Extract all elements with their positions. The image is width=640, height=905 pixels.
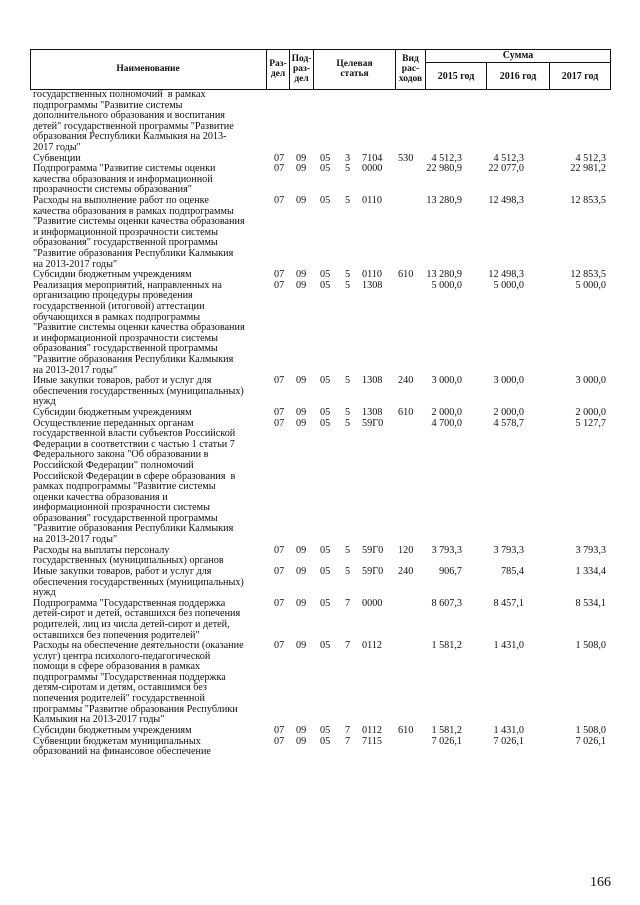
cell-rz: 07 bbox=[274, 375, 285, 387]
table-row bbox=[0, 376, 640, 408]
header-podrazdel: Под- раз- дел bbox=[290, 49, 314, 89]
cell-pr: 09 bbox=[296, 194, 307, 206]
cell-c3: 0000 bbox=[362, 163, 383, 175]
row-name: Субвенции bbox=[33, 152, 81, 164]
cell-s2: 4 512,3 bbox=[493, 152, 524, 164]
cell-s1: 13 280,9 bbox=[426, 194, 462, 206]
cell-c3: 0112 bbox=[362, 724, 382, 736]
cell-vr: 530 bbox=[398, 152, 414, 164]
row-name: Иные закупки товаров, работ и услуг для обеспечения государственных (муниципальных) нужд bbox=[33, 375, 244, 408]
header-name: Наименование bbox=[30, 49, 267, 89]
page-number: 166 bbox=[590, 875, 611, 890]
cell-pr: 09 bbox=[296, 724, 307, 736]
cell-c1: 05 bbox=[320, 724, 331, 736]
cell-c2: 5 bbox=[345, 163, 351, 175]
cell-s3: 5 127,7 bbox=[575, 417, 606, 429]
cell-pr: 09 bbox=[296, 544, 307, 556]
row-name: Реализация мероприятий, направленных на организацию процедуры проведения государственной (итоговой) аттестации обучающихся в рамках подпрограммы "Развитие системы оценки качества образования и информационной прозрачности системы образования" государственной программы "Развитие образования Республики Калмыкия на 2013-2017 годы" bbox=[33, 279, 245, 376]
cell-c2: 5 bbox=[345, 544, 351, 556]
table-row bbox=[0, 90, 640, 154]
cell-c3: 59Г0 bbox=[362, 544, 384, 556]
row-name: Субсидии бюджетным учреждениям bbox=[33, 269, 192, 281]
cell-rz: 07 bbox=[274, 544, 285, 556]
cell-c1: 05 bbox=[320, 565, 331, 577]
cell-rz: 07 bbox=[274, 565, 285, 577]
row-name: Подпрограмма "Развитие системы оценки качества образования и информационной прозрачности системы образования" bbox=[33, 163, 216, 196]
cell-rz: 07 bbox=[274, 724, 285, 736]
cell-s2: 4 578,7 bbox=[493, 417, 524, 429]
cell-c2: 5 bbox=[345, 269, 351, 281]
cell-pr: 09 bbox=[296, 152, 307, 164]
cell-s1: 7 026,1 bbox=[431, 735, 462, 747]
header-summa: Сумма bbox=[426, 49, 611, 63]
cell-s2: 3 000,0 bbox=[493, 375, 524, 387]
cell-c1: 05 bbox=[320, 735, 331, 747]
cell-rz: 07 bbox=[274, 269, 285, 281]
cell-c3: 7115 bbox=[362, 735, 382, 747]
cell-s2: 7 026,1 bbox=[493, 735, 524, 747]
cell-pr: 09 bbox=[296, 406, 307, 418]
cell-s2: 2 000,0 bbox=[493, 406, 524, 418]
cell-rz: 07 bbox=[274, 735, 285, 747]
cell-c2: 5 bbox=[345, 279, 351, 291]
table-row bbox=[0, 726, 640, 737]
table-row bbox=[0, 567, 640, 599]
cell-s2: 3 793,3 bbox=[493, 544, 524, 556]
cell-c1: 05 bbox=[320, 640, 331, 652]
table-row bbox=[0, 419, 640, 546]
cell-s2: 1 431,0 bbox=[493, 724, 524, 736]
cell-c1: 05 bbox=[320, 406, 331, 418]
cell-c3: 1308 bbox=[362, 279, 383, 291]
table-row bbox=[0, 641, 640, 726]
row-name: Субсидии бюджетным учреждениям bbox=[33, 724, 192, 736]
table-row bbox=[0, 281, 640, 376]
cell-pr: 09 bbox=[296, 640, 307, 652]
header-2016: 2016 год bbox=[487, 63, 550, 89]
cell-s3: 12 853,5 bbox=[570, 269, 606, 281]
cell-s1: 4 700,0 bbox=[431, 417, 462, 429]
cell-rz: 07 bbox=[274, 152, 285, 164]
cell-s2: 5 000,0 bbox=[493, 279, 524, 291]
table-row bbox=[0, 546, 640, 567]
row-name: Субсидии бюджетным учреждениям bbox=[33, 406, 192, 418]
cell-rz: 07 bbox=[274, 406, 285, 418]
cell-s2: 12 498,3 bbox=[488, 269, 524, 281]
cell-s1: 1 581,2 bbox=[431, 640, 462, 652]
cell-s1: 3 000,0 bbox=[431, 375, 462, 387]
cell-s3: 2 000,0 bbox=[575, 406, 606, 418]
cell-c3: 59Г0 bbox=[362, 417, 384, 429]
cell-vr: 240 bbox=[398, 375, 414, 387]
cell-c1: 05 bbox=[320, 597, 331, 609]
cell-rz: 07 bbox=[274, 417, 285, 429]
table-row bbox=[0, 196, 640, 270]
cell-c3: 7104 bbox=[362, 152, 383, 164]
cell-s1: 5 000,0 bbox=[431, 279, 462, 291]
table-row bbox=[0, 599, 640, 641]
cell-s3: 1 508,0 bbox=[575, 724, 606, 736]
cell-c1: 05 bbox=[320, 375, 331, 387]
cell-pr: 09 bbox=[296, 269, 307, 281]
row-name: государственных полномочий в рамках подпрограммы "Развитие системы дополнительного образования и воспитания детей" государственной программы "Развитие образования Республики Калмыкия на 2013- 2017 годы" bbox=[33, 89, 234, 153]
cell-s3: 1 334,4 bbox=[575, 565, 606, 577]
cell-s2: 785,4 bbox=[501, 565, 524, 577]
cell-c2: 5 bbox=[345, 406, 351, 418]
table-body bbox=[0, 90, 640, 758]
cell-c3: 1308 bbox=[362, 406, 383, 418]
header-2015: 2015 год bbox=[426, 63, 487, 89]
cell-s3: 7 026,1 bbox=[575, 735, 606, 747]
row-name: Иные закупки товаров, работ и услуг для обеспечения государственных (муниципальных) нужд bbox=[33, 565, 244, 599]
cell-s1: 22 980,9 bbox=[426, 163, 462, 175]
row-name: Расходы на обеспечение деятельности (оказание услуг) центра психолого-педагогической помощи в сфере образования в рамках подпрограммы "Государственная поддержка детям-сиротам и детям, оставшимся без попечения родителей" государственной программы "Развитие образования Республики Калмыкия на 2013-2017 годы" bbox=[33, 640, 244, 726]
cell-s3: 1 508,0 bbox=[575, 640, 606, 652]
header-razdel: Раз- дел bbox=[267, 49, 290, 89]
cell-s3: 5 000,0 bbox=[575, 279, 606, 291]
cell-c2: 7 bbox=[345, 735, 351, 747]
cell-s2: 1 431,0 bbox=[493, 640, 524, 652]
cell-c3: 0112 bbox=[362, 640, 382, 652]
cell-vr: 610 bbox=[398, 269, 414, 281]
cell-c2: 3 bbox=[345, 152, 351, 164]
cell-c2: 5 bbox=[345, 565, 351, 577]
cell-s3: 12 853,5 bbox=[570, 194, 606, 206]
cell-rz: 07 bbox=[274, 640, 285, 652]
row-name: Осуществление переданных органам государственной власти субъектов Российской Федерации в соответствии с частью 1 статьи 7 Федерального закона "Об образовании в Российской Федерации" полномочий Российской Федерации в сфере образования в рамках подпрограммы "Развитие системы оценки качества образования и информационной прозрачности системы образования" государственной программы "Развитие образования Республики Калмыкия на 2013-2017 годы" bbox=[33, 417, 236, 546]
table-header bbox=[30, 49, 611, 89]
cell-c1: 05 bbox=[320, 152, 331, 164]
cell-s1: 13 280,9 bbox=[426, 269, 462, 281]
cell-rz: 07 bbox=[274, 279, 285, 291]
cell-c2: 5 bbox=[345, 375, 351, 387]
cell-vr: 610 bbox=[398, 406, 414, 418]
cell-s1: 8 607,3 bbox=[431, 597, 462, 609]
cell-s2: 8 457,1 bbox=[493, 597, 524, 609]
cell-pr: 09 bbox=[296, 565, 307, 577]
cell-c1: 05 bbox=[320, 269, 331, 281]
cell-c3: 0110 bbox=[362, 269, 382, 281]
cell-vr: 120 bbox=[398, 544, 414, 556]
cell-pr: 09 bbox=[296, 735, 307, 747]
cell-rz: 07 bbox=[274, 597, 285, 609]
cell-c3: 0110 bbox=[362, 194, 382, 206]
cell-s3: 4 512,3 bbox=[575, 152, 606, 164]
cell-c3: 1308 bbox=[362, 375, 383, 387]
cell-c2: 5 bbox=[345, 194, 351, 206]
cell-c1: 05 bbox=[320, 544, 331, 556]
header-celevaya: Целевая статья bbox=[314, 49, 396, 89]
cell-c2: 7 bbox=[345, 640, 351, 652]
cell-s1: 4 512,3 bbox=[431, 152, 462, 164]
cell-c1: 05 bbox=[320, 279, 331, 291]
row-name: Субвенции бюджетам муниципальных образований на финансовое обеспечение bbox=[33, 735, 211, 758]
cell-s3: 3 793,3 bbox=[575, 544, 606, 556]
cell-rz: 07 bbox=[274, 163, 285, 175]
cell-pr: 09 bbox=[296, 279, 307, 291]
cell-rz: 07 bbox=[274, 194, 285, 206]
row-name: Расходы на выплаты персоналу государственных (муниципальных) органов bbox=[33, 544, 224, 567]
cell-s2: 22 077,0 bbox=[488, 163, 524, 175]
table-row bbox=[0, 737, 640, 758]
cell-s1: 906,7 bbox=[439, 565, 462, 577]
cell-vr: 240 bbox=[398, 565, 414, 577]
cell-s3: 8 534,1 bbox=[575, 597, 606, 609]
cell-s1: 2 000,0 bbox=[431, 406, 462, 418]
cell-c1: 05 bbox=[320, 417, 331, 429]
cell-pr: 09 bbox=[296, 417, 307, 429]
cell-c2: 7 bbox=[345, 724, 351, 736]
cell-c2: 5 bbox=[345, 417, 351, 429]
cell-c3: 59Г0 bbox=[362, 565, 384, 577]
row-name: Подпрограмма "Государственная поддержка детей-сирот и детей, оставшихся без попечения родителей, лиц из числа детей-сирот и детей, оставшихся без попечения родителей" bbox=[33, 597, 241, 641]
cell-s1: 3 793,3 bbox=[431, 544, 462, 556]
cell-s3: 22 981,2 bbox=[570, 163, 606, 175]
cell-vr: 610 bbox=[398, 724, 414, 736]
cell-c1: 05 bbox=[320, 163, 331, 175]
header-vid: Вид рас- ходов bbox=[396, 49, 426, 89]
cell-c1: 05 bbox=[320, 194, 331, 206]
cell-s2: 12 498,3 bbox=[488, 194, 524, 206]
table-row bbox=[0, 164, 640, 196]
cell-pr: 09 bbox=[296, 163, 307, 175]
cell-c3: 0000 bbox=[362, 597, 383, 609]
cell-pr: 09 bbox=[296, 375, 307, 387]
header-2017: 2017 год bbox=[550, 63, 611, 89]
cell-pr: 09 bbox=[296, 597, 307, 609]
row-name: Расходы на выполнение работ по оценке качества образования в рамках подпрограммы "Развитие системы оценки качества образования и информационной прозрачности системы образования" государственной программы "Развитие образования Республики Калмыкия на 2013-2017 годы" bbox=[33, 194, 245, 270]
cell-s3: 3 000,0 bbox=[575, 375, 606, 387]
cell-c2: 7 bbox=[345, 597, 351, 609]
cell-s1: 1 581,2 bbox=[431, 724, 462, 736]
table-row bbox=[0, 408, 640, 419]
